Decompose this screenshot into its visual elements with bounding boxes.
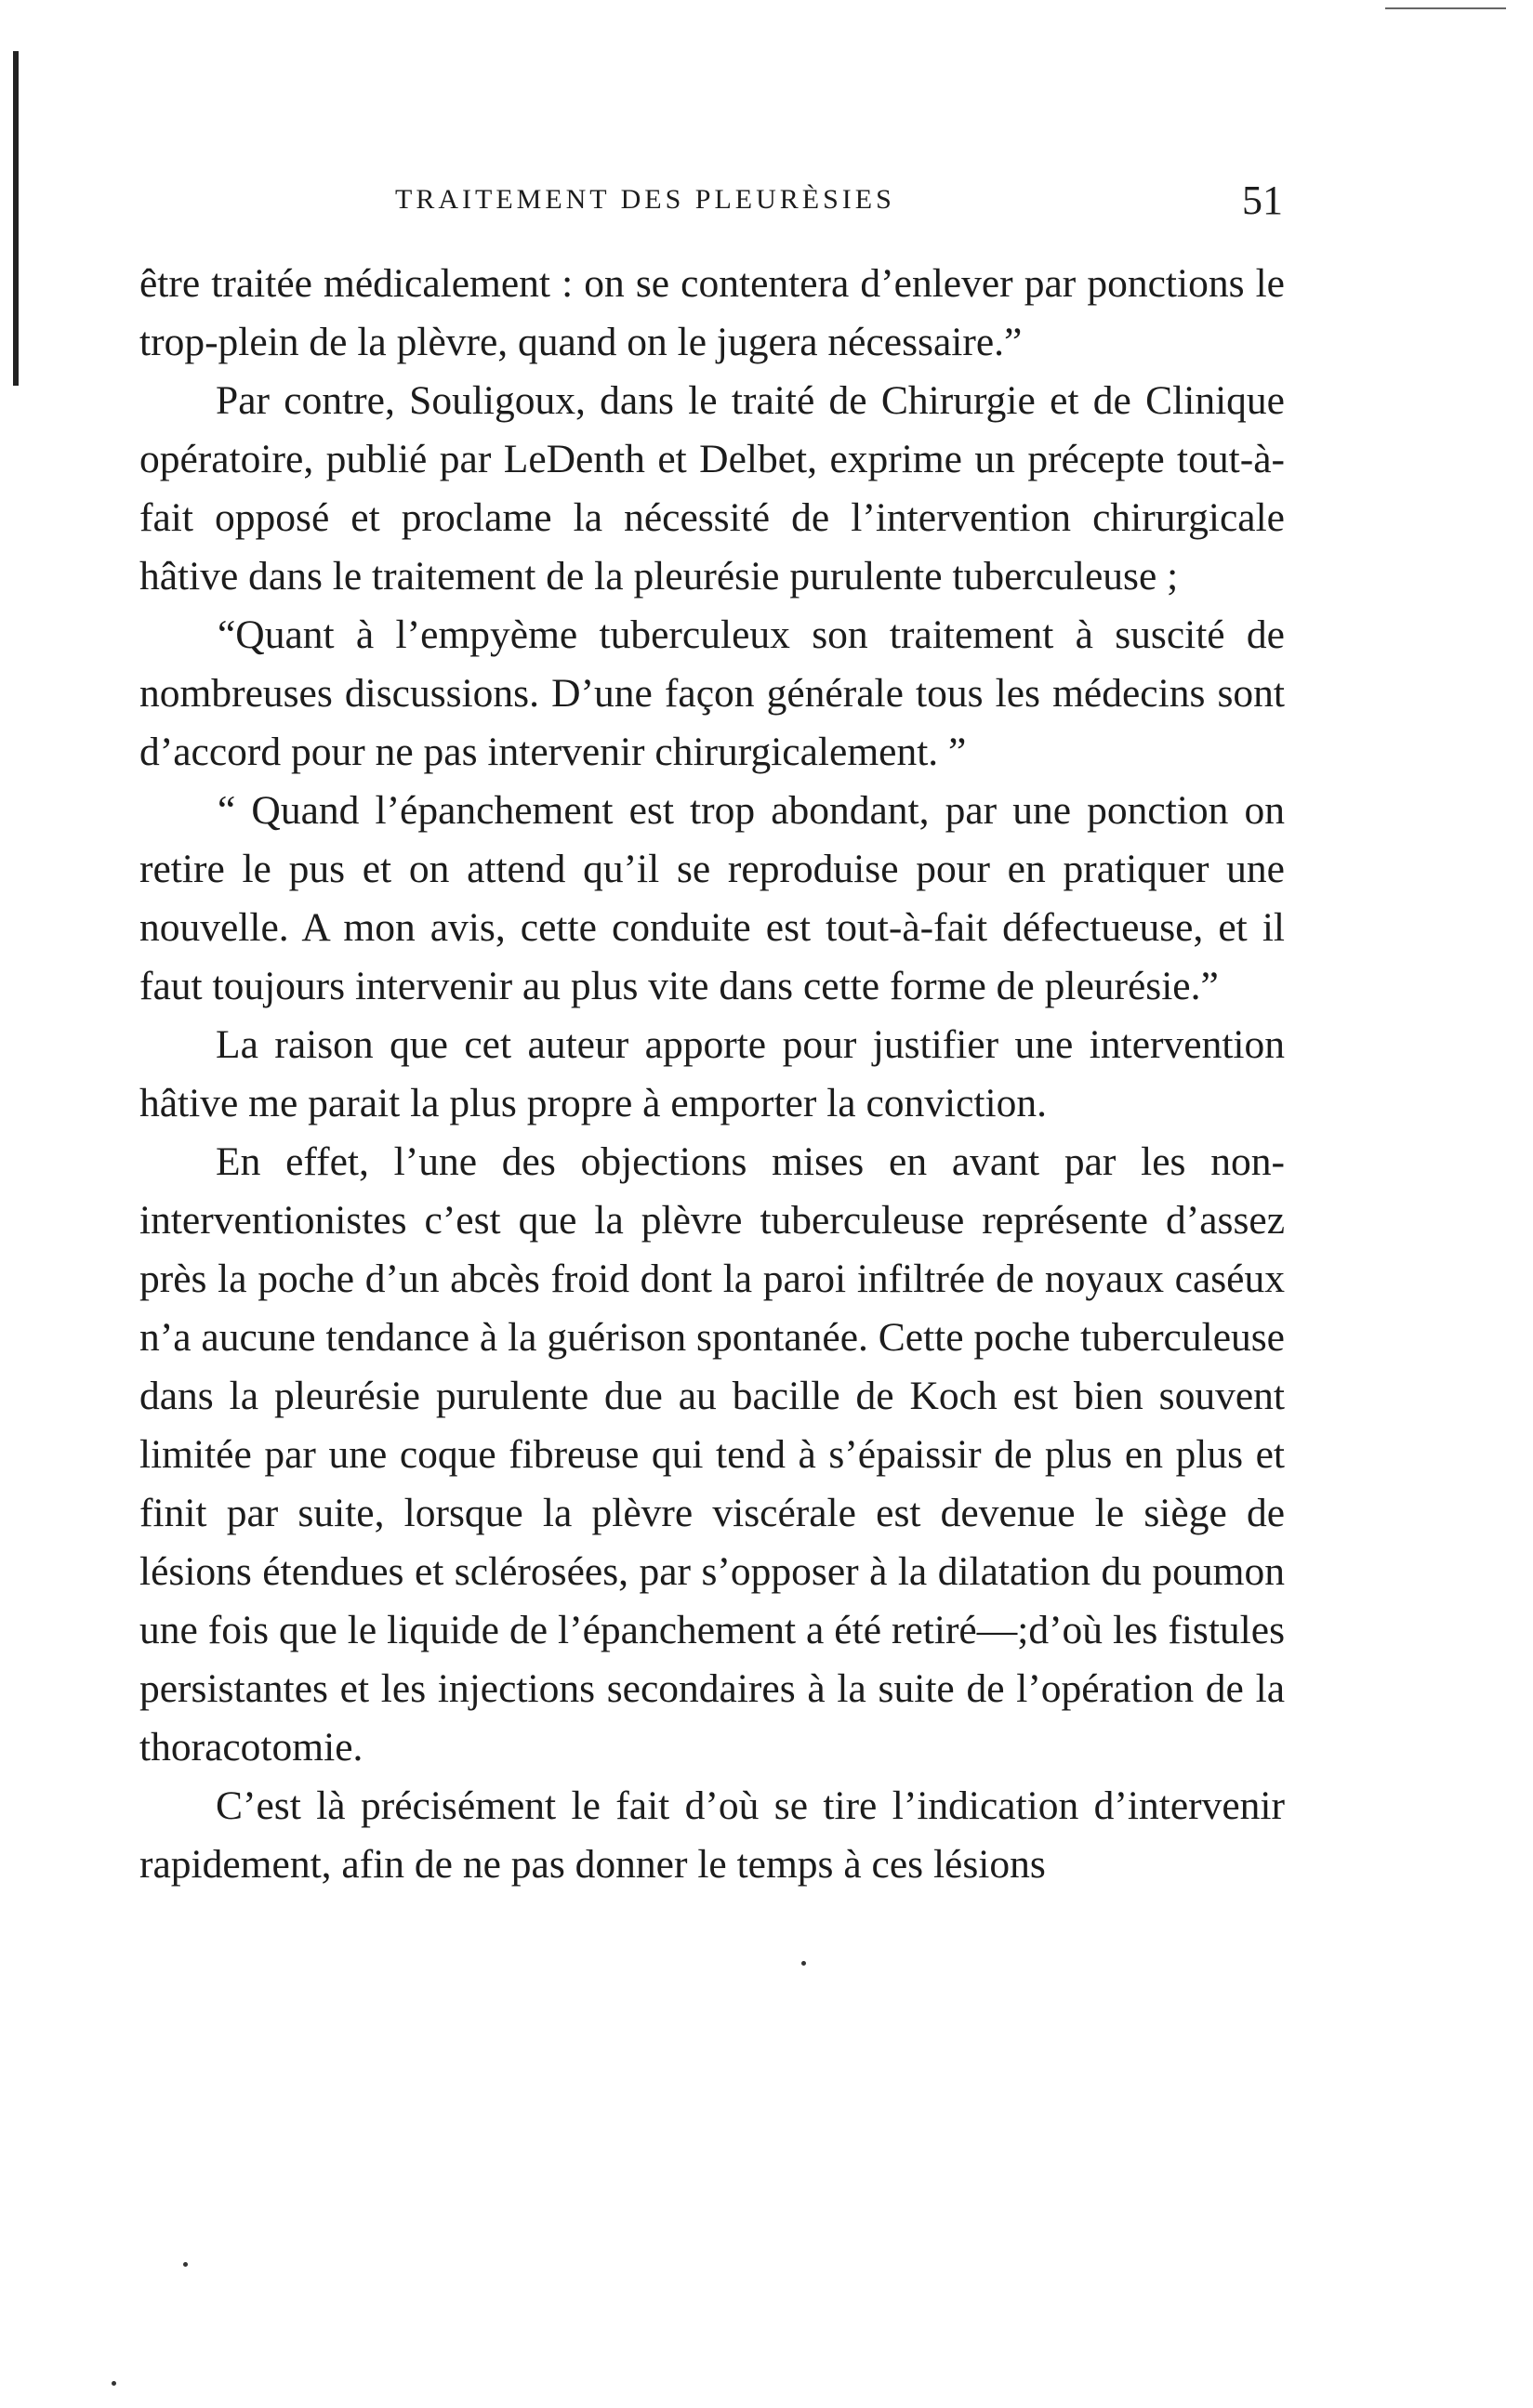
speck-mark xyxy=(183,2262,188,2267)
paragraph: C’est là précisément le fait d’où se tire l’indication d’intervenir rapidement, afin de ne pas donner le temps à ces lésions xyxy=(139,1783,1285,1887)
paragraph: “ Quand l’épanchement est trop abondant, par une ponction on retire le pus et on attend qu’il se reproduise pour en pratiquer une nouvelle. A mon avis, cette conduite est tout-à-fait défectueuse, et il faut toujours intervenir au plus vite dans cette forme de pleurésie.” xyxy=(139,788,1285,1008)
running-head: TRAITEMENT DES PLEURÈSIES xyxy=(395,184,895,215)
speck-mark xyxy=(112,2381,116,2386)
page-number: 51 xyxy=(1242,178,1283,223)
top-rule-mark xyxy=(1385,7,1506,9)
page-header xyxy=(139,177,1283,232)
paragraph: En effet, l’une des objections mises en avant par les non-interventionistes c’est que la plèvre tuberculeuse représente d’assez près la poche d’un abcès froid dont la paroi infiltrée de noyaux caséux n’a aucune tendance à la guérison spontanée. Cette poche tuberculeuse dans la pleurésie purulente due au bacille de Koch est bien souvent limitée par une coque fibreuse qui tend à s’épaissir de plus en plus et finit par suite, lorsque la plèvre viscérale est devenue le siège de lésions étendues et sclérosées, par s’opposer à la dilatation du poumon une fois que le liquide de l’épanchement a été retiré—;d’où les fistules persistantes et les injections secondaires à la suite de l’opération de la thoracotomie. xyxy=(139,1139,1285,1770)
paragraph: La raison que cet auteur apporte pour justifier une intervention hâtive me parait la plus propre à emporter la conviction. xyxy=(139,1022,1285,1125)
paragraph: être traitée médicalement : on se contentera d’enlever par ponctions le trop-plein de la plèvre, quand on le jugera nécessaire.” xyxy=(139,261,1285,364)
paragraph: Par contre, Souligoux, dans le traité de Chirurgie et de Clinique opératoire, publié par LeDenth et Delbet, exprime un précepte tout-à-fait opposé et proclame la nécessité de l’intervention chirurgicale hâtive dans le traitement de la pleurésie purulente tuberculeuse ; xyxy=(139,378,1285,599)
speck-mark xyxy=(801,1961,806,1966)
paragraph: “Quant à l’empyème tuberculeux son traitement à suscité de nombreuses discussions. D’une façon générale tous les médecins sont d’accord pour ne pas intervenir chirurgicalement. ” xyxy=(139,612,1285,774)
binding-edge-mark xyxy=(13,51,19,386)
body-text xyxy=(139,255,1285,1894)
